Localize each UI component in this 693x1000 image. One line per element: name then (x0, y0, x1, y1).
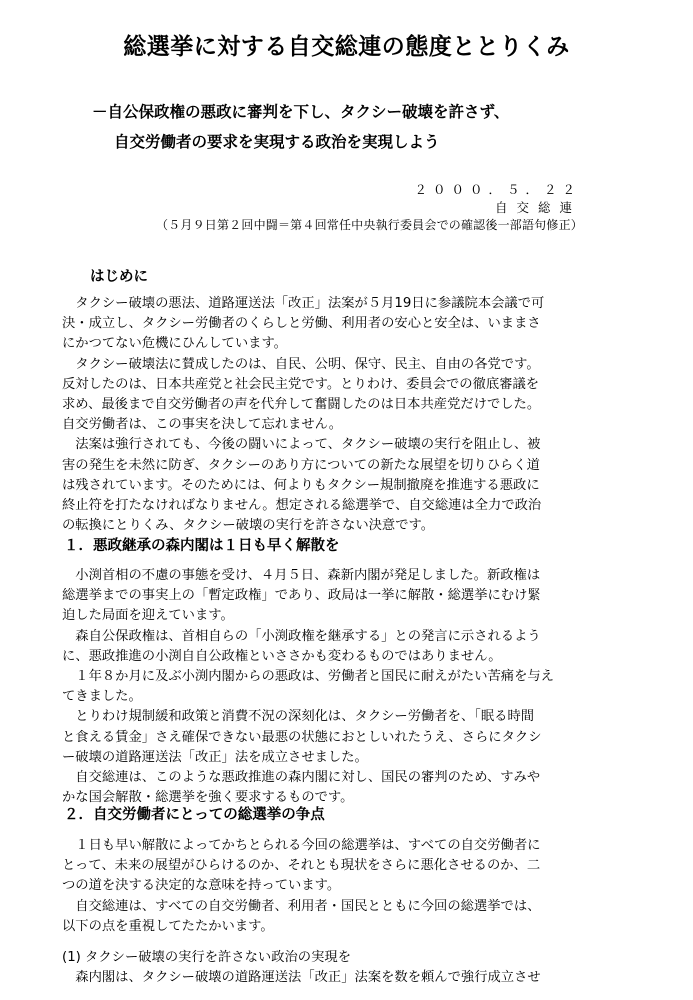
section1-heading: １．悪政継承の森内閣は１日も早く解散を (64, 538, 340, 554)
intro-line: タクシー破壊法に賛成したのは、自民、公明、保守、民主、自由の各党です。 (62, 356, 540, 372)
intro-line: 自交労働者は、この事実を決して忘れません。 (62, 417, 343, 433)
section1-line: 迫した局面を迎えています。 (62, 608, 234, 624)
intro-heading: はじめに (90, 269, 148, 285)
section1-line: 総選挙までの事実上の「暫定政権」であり、政局は一挙に解散・総選挙にむけ緊 (62, 588, 541, 604)
section2-line: 自交総連は、すべての自交労働者、利用者・国民とともに今回の総選挙では、 (62, 898, 541, 914)
section2-line: 以下の点を重視してたたかいます。 (62, 918, 274, 934)
section1-line: １年８か月に及ぶ小渕内閣からの悪政は、労働者と国民に耐えがたい苦痛を与え (62, 668, 554, 684)
subsection-heading: (1) タクシー破壊の実行を許さない政治の実現を (62, 950, 351, 965)
document-subtitle-line-2: 自交労働者の要求を実現する政治を実現しよう (114, 133, 440, 151)
section1-line: かな国会解散・総選挙を強く要求するものです。 (62, 790, 354, 806)
intro-line: 反対したのは、日本共産党と社会民主党です。とりわけ、委員会での徹底審議を (62, 376, 540, 392)
subsection-line: 森内閣は、タクシー破壊の道路運送法「改正」法案を数を頼んで強行成立させ (62, 970, 541, 985)
intro-line: にかつてない危機にひんしています。 (62, 336, 287, 352)
section1-line: てきました。 (62, 689, 142, 705)
section2-body (62, 836, 582, 937)
intro-line: 害の発生を未然に防ぎ、タクシーのあり方についての新たな展望を切りひらく道 (62, 457, 540, 473)
intro-body (62, 294, 582, 536)
section1-line: 自交総連は、このような悪政推進の森内閣に対し、国民の審判のため、すみや (62, 769, 541, 785)
intro-line: は残されています。そのためには、何よりもタクシー規制撤廃を推進する悪政に (62, 477, 540, 493)
section2-subsection-1 (62, 948, 592, 988)
intro-line: 終止符を打たなければなりません。想定される総選挙で、自交総連は全力で政治 (62, 497, 542, 513)
section1-line: と食える賃金」さえ確保できない最悪の状態におとしいれたうえ、さらにタクシ (62, 729, 542, 745)
section2-line: １日も早い解散によってかちとられる今回の総選挙は、すべての自交労働者に (62, 838, 541, 853)
section1-line: ー破壊の道路運送法「改正」法を成立させました。 (62, 749, 368, 765)
section2-line: とって、未来の展望がひらけるのか、それとも現状をさらに悪化させるのか、二 (62, 858, 541, 874)
intro-line: タクシー破壊の悪法、道路運送法「改正」法案が５月19日に参議院本会議で可 (62, 296, 545, 311)
section1-line: 小渕首相の不慮の事態を受け、４月５日、森新内閣が発足しました。新政権は (62, 568, 541, 583)
intro-line: の転換にとりくみ、タクシー破壊の実行を許さない決意です。 (62, 518, 435, 534)
intro-line: 法案は強行されても、今後の闘いによって、タクシー破壊の実行を阻止し、被 (62, 437, 541, 453)
document-subtitle-line-1: －自公保政権の悪政に審判を下し、タクシー破壊を許さず、 (92, 103, 510, 121)
section1-body (62, 566, 582, 808)
document-revision-note: （５月９日第２回中闘＝第４回常任中央執行委員会での確認後一部語句修正） (155, 218, 583, 232)
document-organization: 自交総連 (494, 200, 581, 215)
section2-line: つの道を決する決定的な意味を持っています。 (62, 878, 341, 894)
intro-line: 求め、最後まで自交労働者の声を代弁して奮闘したのは日本共産党だけでした。 (62, 396, 541, 412)
section2-heading: ２．自交労働者にとっての総選挙の争点 (64, 807, 325, 823)
document-title: 総選挙に対する自交総連の態度ととりくみ (123, 34, 570, 60)
section1-line: とりわけ規制緩和政策と消費不況の深刻化は、タクシー労働者を、「眠る時間 (62, 709, 535, 725)
intro-line: 決・成立し、タクシー労働者のくらしと労働、利用者の安心と安全は、いままさ (62, 316, 541, 332)
section1-line: に、悪政推進の小渕自自公政権といささかも変わるものではありません。 (62, 648, 502, 664)
document-date: ２０００．５．２２ (414, 182, 581, 197)
section1-line: 森自公保政権は、首相自らの「小渕政権を継承する」との発言に示されるよう (62, 628, 541, 644)
